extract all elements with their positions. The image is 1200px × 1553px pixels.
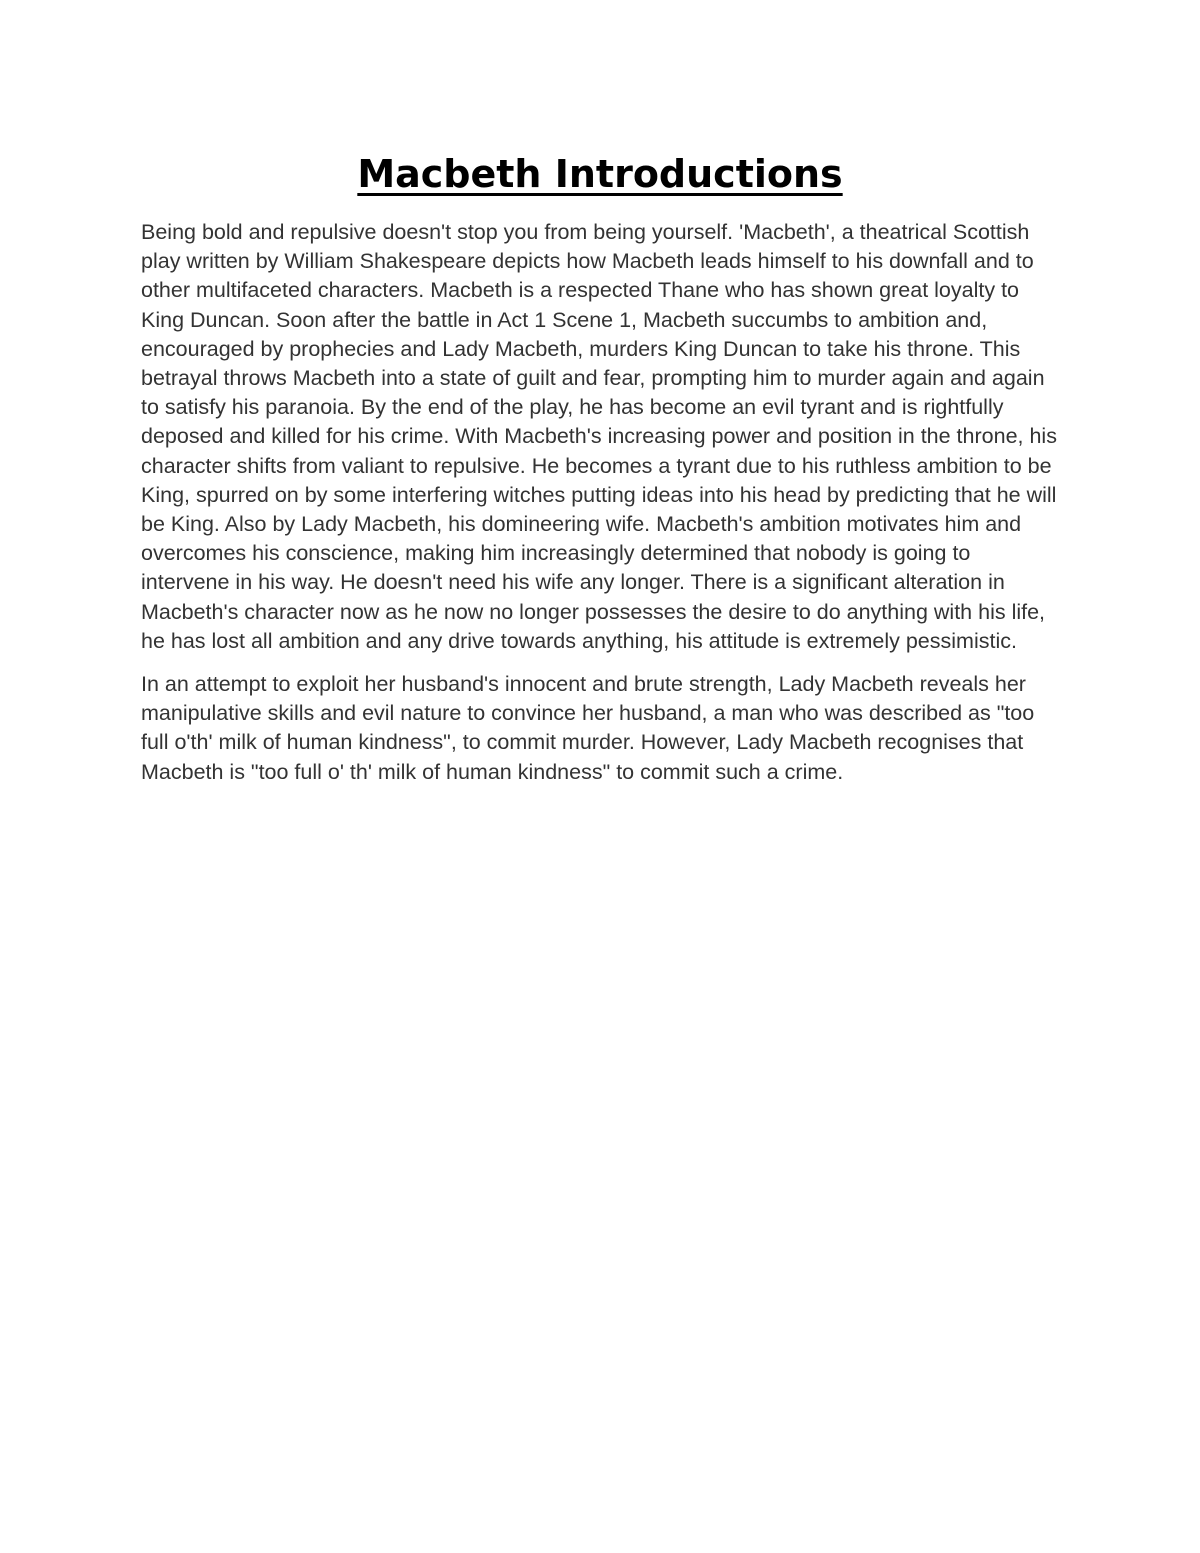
paragraph-1: Being bold and repulsive doesn't stop you from being yourself. 'Macbeth', a theatrical Scottish play written by William Shakespeare depicts how Macbeth leads himself to his downfall and to other multifaceted characters. Macbeth is a respected Thane who has shown great loyalty to King Duncan. Soon after the battle in Act 1 Scene 1, Macbeth succumbs to ambition and, encouraged by prophecies and Lady Macbeth, murders King Duncan to take his throne. This betrayal throws Macbeth into a state of guilt and fear, prompting him to murder again and again to satisfy his paranoia. By the end of the play, he has become an evil tyrant and is rightfully deposed and killed for his crime. With Macbeth's increasing power and position in the throne, his character shifts from valiant to repulsive. He becomes a tyrant due to his ruthless ambition to be King, spurred on by some interfering witches putting ideas into his head by predicting that he will be King. Also by Lady Macbeth, his domineering wife. Macbeth's ambition motivates him and overcomes his conscience, making him increasingly determined that nobody is going to intervene in his way. He doesn't need his wife any longer. There is a significant alteration in Macbeth's character now as he now no longer possesses the desire to do anything with his life, he has lost all ambition and any drive towards anything, his attitude is extremely pessimistic. [141,220,1057,653]
document-title: Macbeth Introductions [357,152,843,196]
document-body [141,218,1061,801]
paragraph-2: In an attempt to exploit her husband's innocent and brute strength, Lady Macbeth reveals her manipulative skills and evil nature to convince her husband, a man who was described as "too full o'th' milk of human kindness", to commit murder. However, Lady Macbeth recognises that Macbeth is "too full o' th' milk of human kindness" to commit such a crime. [141,672,1035,784]
